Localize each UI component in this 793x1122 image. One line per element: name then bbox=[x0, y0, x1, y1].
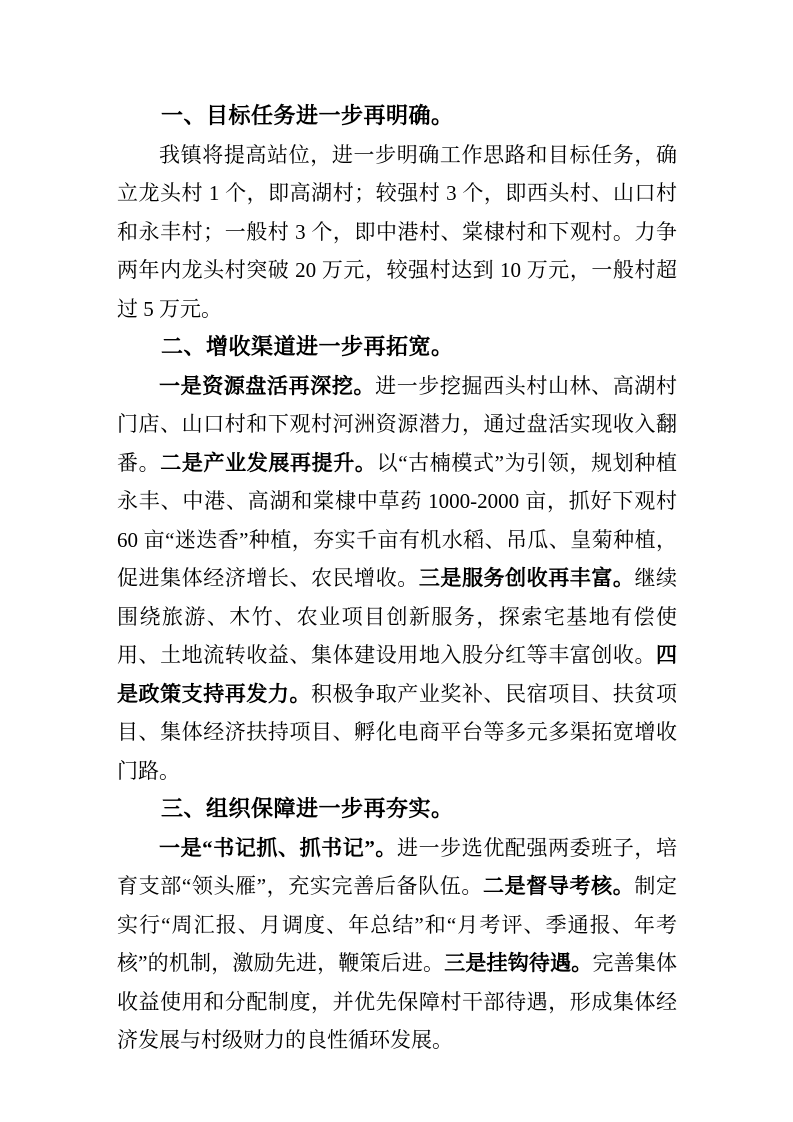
text-run: 进一步选优配强两委班子，培育支部“领头雁”，充实完善后备队伍。 bbox=[117, 835, 677, 898]
emphasis-run: 一是“书记抓、抓书记”。 bbox=[159, 835, 397, 860]
text-run: 进一步挖掘西头村山林、高湖村门店、山口村和下观村河洲资源潜力，通过盘活实现收入翻番。 bbox=[117, 373, 678, 475]
paragraph bbox=[117, 829, 677, 1060]
emphasis-run: 四是政策支持再发力。 bbox=[117, 643, 677, 706]
text-run: 积极争取产业奖补、民宿项目、扶贫项目、集体经济扶持项目、孵化电商平台等多元多渠拓宽增收门路。 bbox=[117, 681, 678, 783]
document-body bbox=[117, 97, 677, 1060]
emphasis-run: 二是产业发展再提升。 bbox=[160, 450, 377, 475]
section-heading-2: 二、增收渠道进一步再拓宽。 bbox=[161, 334, 454, 359]
emphasis-run: 二是督导考核。 bbox=[482, 874, 635, 898]
emphasis-run: 三是挂钩待遇。 bbox=[444, 951, 593, 975]
paragraph bbox=[117, 367, 677, 791]
emphasis-run: 三是服务创收再丰富。 bbox=[418, 566, 635, 590]
section-heading-1: 一、目标任务进一步再明确。 bbox=[161, 103, 454, 128]
text-run: 以“古楠模式”为引领，规划种植永丰、中港、高湖和棠棣中草药 1000-2000 亩，抓好下观村 60 亩“迷迭香”种植，夯实千亩有机水稻、吊瓜、皇菊种植，促进集体经济增长、农民增收。 bbox=[117, 450, 678, 590]
section-heading-3: 三、组织保障进一步再夯实。 bbox=[161, 796, 454, 821]
text-run: 我镇将提高站位，进一步明确工作思路和目标任务，确立龙头村 1 个，即高湖村；较强村 3 个，即西头村、山口村和永丰村；一般村 3 个，即中港村、棠棣村和下观村。力争两年内龙头村突破 20 万元，较强村达到 10 万元，一般村超过 5 万元。 bbox=[117, 142, 677, 321]
emphasis-run: 一是资源盘活再深挖。 bbox=[159, 373, 376, 398]
paragraph bbox=[117, 136, 677, 329]
text-run: 制定实行“周汇报、月调度、年总结”和“月考评、季通报、年考核”的机制，激励先进，鞭策后进。 bbox=[117, 874, 678, 975]
text-run: 继续围绕旅游、木竹、农业项目创新服务，探索宅基地有偿使用、土地流转收益、集体建设用地入股分红等丰富创收。 bbox=[117, 566, 678, 667]
text-run: 完善集体收益使用和分配制度，并优先保障村干部待遇，形成集体经济发展与村级财力的良性循环发展。 bbox=[117, 951, 678, 1052]
